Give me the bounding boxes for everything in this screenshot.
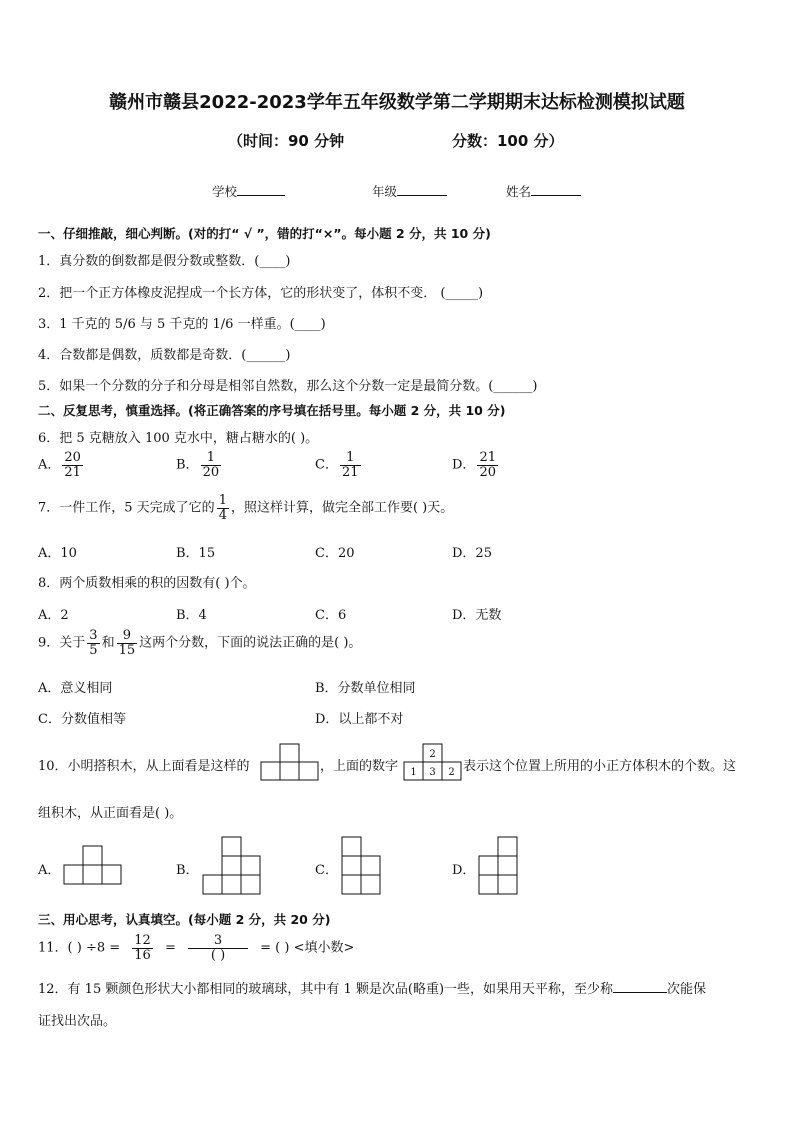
question-8: 8．两个质数相乘的积的因数有( )个。 <box>38 576 256 591</box>
q6-option-c: C． $\frac{1}{21}$ <box>315 450 359 480</box>
section-2-heading: 二、反复思考，慎重选择。(将正确答案的序号填在括号里。每小题 2 分，共 10 分) <box>38 403 506 418</box>
exam-time: （时间：90 分钟 <box>228 132 345 150</box>
section-1-heading: 一、仔细推敲，细心判断。(对的打“ √ ”，错的打“×”。每小题 2 分，共 10 分) <box>38 226 491 241</box>
q10-option-c-figure <box>342 837 382 897</box>
exam-score: 分数：100 分） <box>452 132 564 150</box>
grid-digit-top: 2 <box>429 749 436 760</box>
name-label: 姓名 <box>506 184 532 199</box>
q8-option-a: A．2 <box>38 608 69 623</box>
page-title: 赣州市赣县2022-2023学年五年级数学第二学期期末达标检测模拟试题 <box>109 92 685 113</box>
question-6: 6．把 5 克糖放入 100 克水中，糖占糖水的( )。 <box>38 431 319 446</box>
question-11: 11．( ) ÷8 = $\frac{12}{16}$ = $\frac{3}{( )}$ = ( ) <填小数> <box>38 933 355 963</box>
school-label: 学校 <box>212 184 238 199</box>
q10-option-d-figure <box>479 837 519 897</box>
number-grid-figure <box>404 744 464 780</box>
q10-option-c: C． <box>315 863 338 878</box>
grid-digit-right: 2 <box>448 767 455 778</box>
q7-option-d: D．25 <box>452 546 492 561</box>
section-3-heading: 三、用心思考，认真填空。(每小题 2 分，共 20 分) <box>38 912 331 927</box>
q10-option-a-figure <box>64 846 124 886</box>
question-1: 1．真分数的倒数都是假分数或整数．(____) <box>38 254 291 269</box>
q10-option-b: B． <box>176 863 199 878</box>
question-2: 2．把一个正方体橡皮泥捏成一个长方体，它的形状变了，体积不变． (_____) <box>38 286 484 301</box>
question-10-text-a: 10．小明搭积木，从上面看是这样的 <box>38 759 250 774</box>
q9-option-a: A．意义相同 <box>38 681 113 696</box>
q10-option-d: D． <box>452 863 476 878</box>
q9-option-c: C．分数值相等 <box>38 712 126 727</box>
question-9: 9．关于 $\frac{3}{5}$ 和 $\frac{9}{15}$ 这两个分数，下面的说法正确的是( )。 <box>38 628 362 658</box>
q7-option-a: A．10 <box>38 546 77 561</box>
question-4: 4．合数都是偶数，质数都是奇数．(______) <box>38 348 291 363</box>
q8-option-d: D．无数 <box>452 608 502 623</box>
q8-option-c: C．6 <box>315 608 347 623</box>
question-12-line-1: 12．有 15 颗颜色形状大小都相同的玻璃球，其中有 1 颗是次品(略重)一些，如果用天平称，至少称 次能保 <box>38 982 707 997</box>
school-field <box>212 182 285 200</box>
question-10-text-d: 组积木，从正面看是( )。 <box>38 806 183 821</box>
q10-option-b-figure <box>203 837 263 897</box>
q7-option-c: C．20 <box>315 546 355 561</box>
question-12-line-2: 证找出次品。 <box>38 1014 117 1029</box>
q6-option-d: D． $\frac{21}{20}$ <box>452 450 496 480</box>
top-view-figure <box>261 744 321 780</box>
question-5: 5．如果一个分数的分子和分母是相邻自然数，那么这个分数一定是最简分数。(______) <box>38 379 538 394</box>
q8-option-b: B．4 <box>176 608 207 623</box>
question-3: 3．1 千克的 5/6 与 5 千克的 1/6 一样重。(____) <box>38 317 326 332</box>
q7-option-b: B．15 <box>176 546 216 561</box>
q9-option-b: B．分数单位相同 <box>315 681 416 696</box>
grid-digit-middle: 3 <box>429 767 436 778</box>
q9-option-d: D．以上都不对 <box>315 712 404 727</box>
grade-label: 年级 <box>372 184 398 199</box>
question-10-text-b: ，上面的数字 <box>320 759 399 774</box>
grid-digit-left: 1 <box>410 767 417 778</box>
question-7: 7．一件工作，5 天完成了它的 $\frac{1}{4}$ ，照这样计算，做完全部工作要( )天。 <box>38 493 454 523</box>
grade-field <box>372 182 447 200</box>
q6-option-a: A． $\frac{20}{21}$ <box>38 450 81 480</box>
q10-option-a: A． <box>38 863 61 878</box>
name-field <box>506 182 581 200</box>
q6-option-b: B． $\frac{1}{20}$ <box>176 450 220 480</box>
question-10-text-c: 表示这个位置上所用的小正方体积木的个数。这 <box>463 759 737 774</box>
